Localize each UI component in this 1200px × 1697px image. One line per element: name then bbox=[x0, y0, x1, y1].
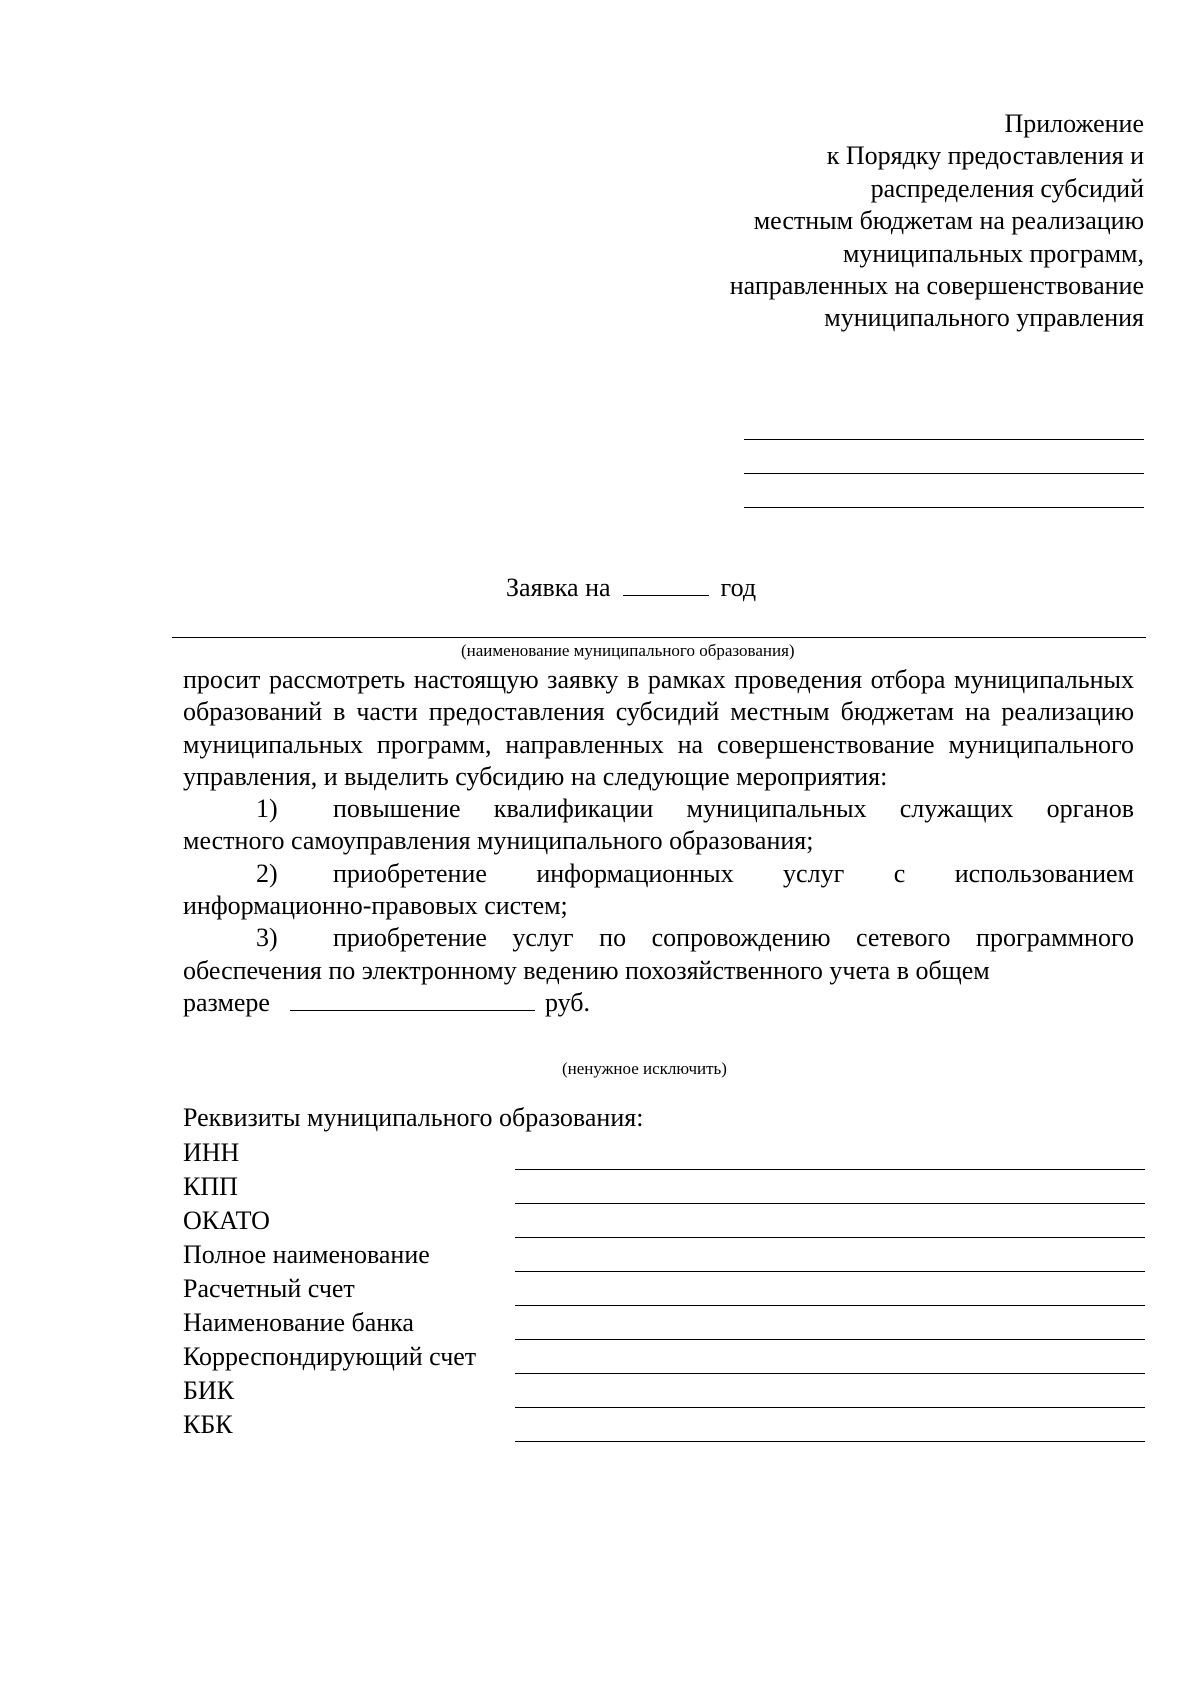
requisite-label-kpp: КПП bbox=[183, 1172, 238, 1201]
intro-paragraph: просит рассмотреть настоящую заявку в рамках проведения отбора муниципальных образований в части предоставления субсидий местным бюджетам на реализацию муниципальных программ, направленных на совершенствование муниципального управления, и выделить субсидию на следующие мероприятия: bbox=[183, 665, 1134, 791]
addressee-line[interactable] bbox=[744, 507, 1144, 508]
requisite-label-bik: БИК bbox=[183, 1376, 235, 1405]
addressee-line[interactable] bbox=[744, 473, 1144, 474]
requisite-label-account: Расчетный счет bbox=[183, 1274, 355, 1303]
appendix-line: Приложение bbox=[1004, 109, 1144, 138]
requisites-title: Реквизиты муниципального образования: bbox=[183, 1103, 644, 1132]
requisite-field-okato[interactable] bbox=[515, 1237, 1145, 1238]
document-title bbox=[506, 572, 756, 604]
requisite-field-bank-name[interactable] bbox=[515, 1339, 1145, 1340]
currency-label: руб. bbox=[544, 987, 591, 1017]
item-number: 3) bbox=[256, 923, 278, 953]
amount-label: размере bbox=[183, 987, 270, 1017]
requisite-field-bik[interactable] bbox=[515, 1407, 1145, 1408]
addressee-line[interactable] bbox=[744, 439, 1144, 440]
requisite-field-corr-account[interactable] bbox=[515, 1373, 1145, 1374]
municipality-caption: (наименование муниципального образования) bbox=[461, 641, 795, 660]
requisite-field-kbk[interactable] bbox=[515, 1441, 1145, 1442]
item-number: 2) bbox=[256, 858, 278, 888]
year-blank-field[interactable] bbox=[623, 573, 709, 596]
appendix-line: направленных на совершенствование bbox=[729, 271, 1144, 301]
item-text: повышение квалификации муниципальных служащих органов местного самоуправления муниципального образования; bbox=[183, 794, 1134, 856]
requisite-label-bank-name: Наименование банка bbox=[183, 1308, 414, 1337]
appendix-line: местным бюджетам на реализацию bbox=[753, 206, 1144, 236]
exclude-note: (ненужное исключить) bbox=[562, 1059, 727, 1078]
appendix-line: распределения субсидий bbox=[870, 173, 1144, 203]
requisite-label-corr-account: Корреспондирующий счет bbox=[183, 1342, 477, 1371]
requisite-field-full-name[interactable] bbox=[515, 1271, 1145, 1272]
item-number: 1) bbox=[256, 794, 278, 824]
requisite-label-inn: ИНН bbox=[183, 1138, 240, 1167]
requisite-field-inn[interactable] bbox=[515, 1169, 1145, 1170]
requisite-field-account[interactable] bbox=[515, 1305, 1145, 1306]
requisite-field-kpp[interactable] bbox=[515, 1203, 1145, 1204]
list-item bbox=[183, 922, 1134, 987]
title-prefix: Заявка на bbox=[506, 573, 611, 602]
item-text: приобретение услуг по сопровождению сетевого программного обеспечения по электронному ведению похозяйственного учета в общем bbox=[183, 923, 1134, 985]
amount-blank-field[interactable] bbox=[290, 988, 535, 1011]
requisite-label-okato: ОКАТО bbox=[183, 1206, 270, 1235]
requisite-label-full-name: Полное наименование bbox=[183, 1240, 430, 1269]
municipality-name-line[interactable] bbox=[172, 637, 1146, 638]
request-body bbox=[183, 664, 1134, 1019]
list-item bbox=[183, 793, 1134, 858]
title-suffix: год bbox=[720, 573, 757, 602]
list-item bbox=[183, 858, 1134, 923]
requisite-label-kbk: КБК bbox=[183, 1410, 233, 1439]
appendix-header bbox=[624, 108, 1144, 335]
appendix-line: к Порядку предоставления и bbox=[826, 141, 1144, 171]
amount-line bbox=[183, 987, 1134, 1019]
item-text: приобретение информационных услуг с использованием информационно-правовых систем; bbox=[183, 858, 1134, 921]
appendix-line: муниципальных программ, bbox=[842, 238, 1144, 268]
appendix-line: муниципального управления bbox=[824, 303, 1144, 333]
